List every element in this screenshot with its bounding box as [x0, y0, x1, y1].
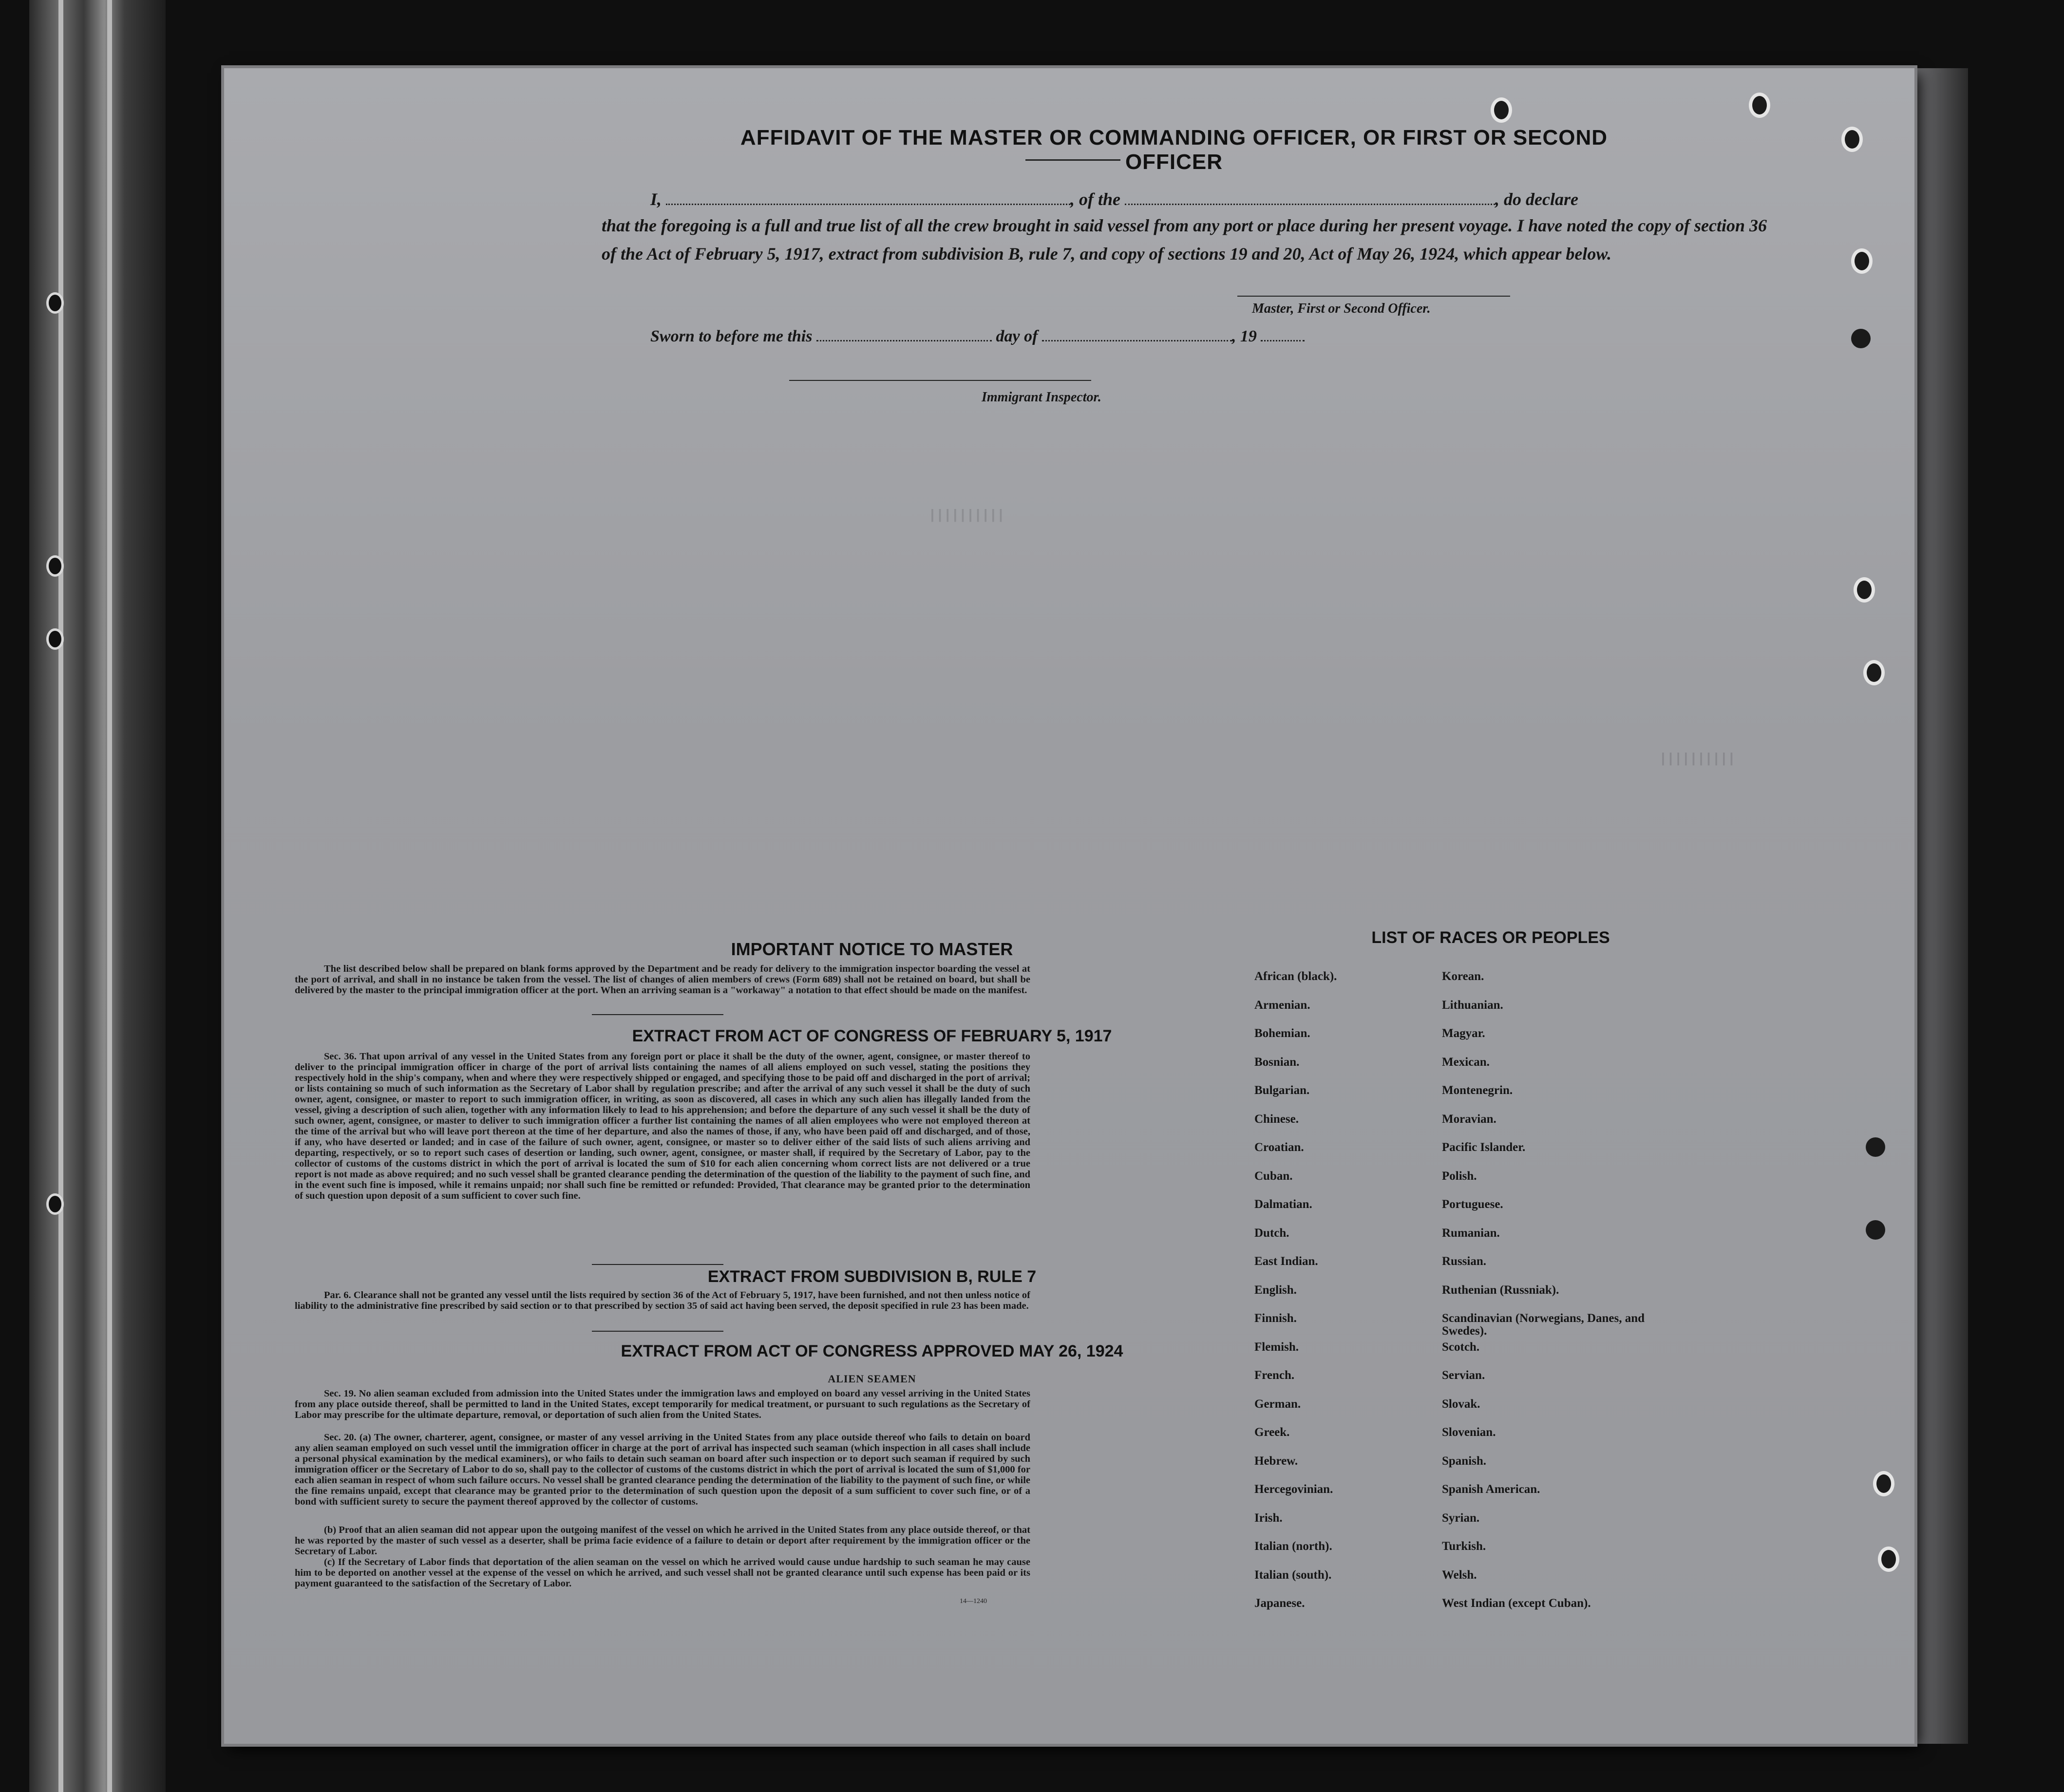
binder-hole [46, 555, 64, 577]
notice-body: The list described below shall be prepared on blank forms approved by the Department and be ready for delivery to the immigration inspector boarding the vessel at the port of arrival, and shall in no instance be taken from the vessel. The list of changes of alien members of crews (Form 689) shall not be retained on board, but shall be delivered by the master to the principal immigration officer at the port. When an arriving seaman is a "workaway" a notation to that effect should be made on the manifest. [295, 963, 1030, 996]
sworn-month-field[interactable] [1042, 326, 1232, 341]
race-item: English. [1254, 1283, 1297, 1297]
punch-hole [1851, 329, 1871, 348]
race-item: Spanish. [1442, 1454, 1487, 1468]
declarant-suffix: , do declare [1495, 189, 1578, 209]
race-item: Armenian. [1254, 998, 1310, 1012]
declarant-name-field[interactable] [666, 190, 1070, 205]
inspector-caption: Immigrant Inspector. [982, 390, 1101, 405]
race-item: Turkish. [1442, 1540, 1486, 1553]
race-item: Mexican. [1442, 1055, 1490, 1069]
race-item: Cuban. [1254, 1169, 1293, 1183]
race-item: Moravian. [1442, 1112, 1496, 1126]
race-item: Italian (north). [1254, 1540, 1332, 1553]
punch-hole [1873, 1471, 1894, 1496]
punch-hole [1878, 1547, 1899, 1572]
binder-hole [46, 1193, 64, 1215]
race-item: Portuguese. [1442, 1198, 1503, 1211]
races-column-1 [1254, 970, 1337, 1626]
race-item: Dalmatian. [1254, 1198, 1312, 1211]
section-rule [592, 1264, 723, 1265]
race-item: Hercegovinian. [1254, 1483, 1333, 1496]
race-item: Greek. [1254, 1426, 1290, 1439]
punch-hole [1866, 1220, 1885, 1240]
race-item: Hebrew. [1254, 1454, 1298, 1468]
title-rule [1025, 159, 1120, 161]
race-item: French. [1254, 1369, 1295, 1382]
bleed-through: | | | | | | | | | | [930, 507, 1003, 522]
manifest-page [224, 68, 1914, 1744]
binder-hole [46, 628, 64, 650]
punch-hole [1841, 127, 1863, 152]
race-item: Montenegrin. [1442, 1084, 1513, 1097]
binder-edge [107, 0, 112, 1792]
inspector-signature-line[interactable] [789, 380, 1091, 381]
sworn-prefix: Sworn to before me this [650, 327, 813, 345]
section-rule [592, 1014, 723, 1015]
affidavit-title: AFFIDAVIT OF THE MASTER OR COMMANDING OFFICER, OR FIRST OR SECOND OFFICER [740, 126, 1608, 174]
race-item: East Indian. [1254, 1255, 1318, 1268]
race-item: Slovak. [1442, 1397, 1480, 1411]
race-item: Scandinavian (Norwegians, Danes, and Swedes). [1442, 1312, 1645, 1338]
binder-hole [46, 292, 64, 314]
race-item: Ruthenian (Russniak). [1442, 1283, 1559, 1297]
sec20b-text: (b) Proof that an alien seaman did not appear upon the outgoing manifest of the vessel on which he arrived in the United States from any place outside thereof, or that he was reported by the master of such vessel as a deserter, shall be prima facie evidence of a failure to detain or deport after requirement by the immigration officer or the Secretary of Labor. [295, 1525, 1030, 1557]
race-item: German. [1254, 1397, 1301, 1411]
signature-caption: Master, First or Second Officer. [1252, 301, 1431, 316]
extract-1924-title: EXTRACT FROM ACT OF CONGRESS APPROVED MAY 26, 1924 [621, 1342, 1123, 1360]
punch-hole [1749, 93, 1770, 118]
sec20c-text: (c) If the Secretary of Labor finds that deportation of the alien seaman on the vessel on which he arrived would cause undue hardship to such seaman he may cause him to be deported on another vessel at the expense of the vessel on which he arrived, and such vessel shall not be granted clearance until such expense has been paid or its payment guaranteed to the satisfaction of the Secretary of Labor. [295, 1557, 1030, 1589]
race-item: Japanese. [1254, 1597, 1305, 1610]
punch-hole [1866, 1137, 1885, 1157]
race-item: Servian. [1442, 1369, 1485, 1382]
sworn-year-field[interactable] [1261, 326, 1305, 341]
race-item: Syrian. [1442, 1511, 1480, 1525]
sworn-line [650, 326, 1305, 346]
extract-1917-body: Sec. 36. That upon arrival of any vessel in the United States from any foreign port or place it shall be the duty of the owner, agent, consignee, or master thereof to deliver to the principal immigration officer in charge of the port of arrival lists containing the names of all aliens employed on such vessel, stating the positions they respectively hold in the ship's company, when and where they were respectively shipped or engaged, and specifying those to be paid off and discharged in the port of arrival; or lists containing so much of such information as the Secretary of Labor shall by regulation prescribe; and after the arrival of any such vessel it shall be the duty of such owner, agent, consignee, or master to report to such immigration officer, in writing, as soon as discovered, all cases in which any such alien has illegally landed from the vessel, giving a description of such alien, together with any information likely to lead to his apprehension; and before the departure of any such vessel it shall be the duty of such owner, agent, consignee, or master to deliver to such immigration officer a further list containing the names of all alien employees who were not employed thereon at the time of the arrival but who will leave port thereon at the time of her departure, and also the names of those, if any, who have been paid off and discharged, and of those, if any, who have deserted or landed; and in case of the failure of such owner, agent, consignee, or master so to deliver either of the said lists of such aliens arriving and departing, respectively, or so to report such cases of desertion or landing, such owner, agent, consignee, or master shall, if required by the Secretary of Labor, pay to the collector of customs of the customs district in which the port of arrival is located the sum of $10 for each alien concerning whom correct lists are not delivered or a true report is not made as above required; and no such vessel shall be granted clearance pending the determination of the question of the liability to the payment of such fine, and in the event such fine is imposed, while it remains unpaid; nor shall such fine be remitted or refunded: Provided, That clearance may be granted prior to the determination of such question upon deposit of a sum sufficient to cover such fine. [295, 1051, 1030, 1201]
race-item: Welsh. [1442, 1568, 1477, 1582]
declarant-of: , of the [1070, 189, 1121, 209]
vessel-name-field[interactable] [1125, 190, 1495, 205]
race-item: Dutch. [1254, 1226, 1289, 1240]
sworn-day-label: day of [996, 327, 1038, 345]
sworn-year-label: , 19 [1231, 327, 1257, 345]
race-item: Bosnian. [1254, 1055, 1300, 1069]
punch-hole [1491, 97, 1512, 123]
binder-strip [29, 0, 166, 1792]
binder-edge [58, 0, 63, 1792]
race-item: Croatian. [1254, 1141, 1304, 1154]
race-item: Flemish. [1254, 1340, 1299, 1354]
race-item: Irish. [1254, 1511, 1283, 1525]
signature-line[interactable] [1237, 296, 1510, 297]
races-title: LIST OF RACES OR PEOPLES [1371, 928, 1610, 947]
punch-hole [1851, 248, 1873, 274]
race-item: Chinese. [1254, 1112, 1299, 1126]
alien-seamen-subtitle: ALIEN SEAMEN [828, 1373, 916, 1385]
extract-rule7-title: EXTRACT FROM SUBDIVISION B, RULE 7 [707, 1267, 1037, 1286]
section-rule [592, 1331, 723, 1332]
page-shadow [1914, 68, 1968, 1744]
race-item: Spanish American. [1442, 1483, 1540, 1496]
race-item: Korean. [1442, 970, 1484, 983]
sec20-text: Sec. 20. (a) The owner, charterer, agent, consignee, or master of any vessel arriving in the United States from any place outside thereof who fails to detain on board any alien seaman employed on such vessel until the immigration officer in charge at the port of arrival has inspected such seaman (which inspection in all cases shall include a personal physical examination by the medical examiners), or who fails to detain such seaman on board after such inspection or to deport such seaman if required by such immigration officer or the Secretary of Labor to do so, shall pay to the collector of customs of the customs district in which the port of arrival is located the sum of $1,000 for each alien seaman in respect of whom such failure occurs. No vessel shall be granted clearance pending the determination of the liability to the payment of such fine, or while the fine remains unpaid, except that clearance may be granted prior to the determination of such question upon the deposit of a sum sufficient to cover such fine, or of a bond with sufficient surety to secure the payment thereof approved by the collector of customs. [295, 1432, 1030, 1507]
notice-title: IMPORTANT NOTICE TO MASTER [731, 939, 1013, 959]
sworn-date-field[interactable] [816, 326, 992, 341]
race-item: Bulgarian. [1254, 1084, 1310, 1097]
bleed-through: | | | | | | | | | | [1661, 750, 1734, 765]
race-item: West Indian (except Cuban). [1442, 1597, 1591, 1610]
race-item: Polish. [1442, 1169, 1477, 1183]
race-item: Bohemian. [1254, 1027, 1310, 1040]
extract-1917-title: EXTRACT FROM ACT OF CONGRESS OF FEBRUARY 5, 1917 [632, 1027, 1112, 1045]
race-item: Italian (south). [1254, 1568, 1332, 1582]
punch-hole [1854, 577, 1875, 603]
sec19-text: Sec. 19. No alien seaman excluded from admission into the United States under the immigration laws and employed on board any vessel arriving in the United States from any place outside thereof, shall be permitted to land in the United States, except temporarily for medical treatment, or pursuant to such regulations as the Secretary of Labor may prescribe for the ultimate departure, removal, or deportation of such alien from the United States. [295, 1388, 1030, 1420]
race-item: Finnish. [1254, 1312, 1297, 1325]
form-number: 14—1240 [960, 1598, 987, 1605]
race-item: Slovenian. [1442, 1426, 1496, 1439]
race-item: Lithuanian. [1442, 998, 1503, 1012]
race-item: Magyar. [1442, 1027, 1485, 1040]
declarant-line [650, 189, 1771, 209]
declarant-prefix: I, [650, 189, 662, 209]
punch-hole [1863, 660, 1885, 685]
extract-rule7-body: Par. 6. Clearance shall not be granted any vessel until the lists required by section 36 of the Act of February 5, 1917, have been furnished, and not then unless notice of liability to the administrative fine prescribed by said section or to that prescribed by section 35 of said act having been served, the deposit specified in rule 23 has been made. [295, 1290, 1030, 1311]
declaration-text: that the foregoing is a full and true list of all the crew brought in said vessel from any port or place during her present voyage. I have noted the copy of section 36 of the Act of February 5, 1917, extract from subdivision B, rule 7, and copy of sections 19 and 20, Act of May 26, 1924, which appear below. [602, 216, 1767, 264]
race-item: Rumanian. [1442, 1226, 1500, 1240]
races-column-2 [1442, 970, 1647, 1626]
race-item: African (black). [1254, 970, 1337, 983]
race-item: Pacific Islander. [1442, 1141, 1526, 1154]
race-item: Scotch. [1442, 1340, 1480, 1354]
race-item: Russian. [1442, 1255, 1487, 1268]
